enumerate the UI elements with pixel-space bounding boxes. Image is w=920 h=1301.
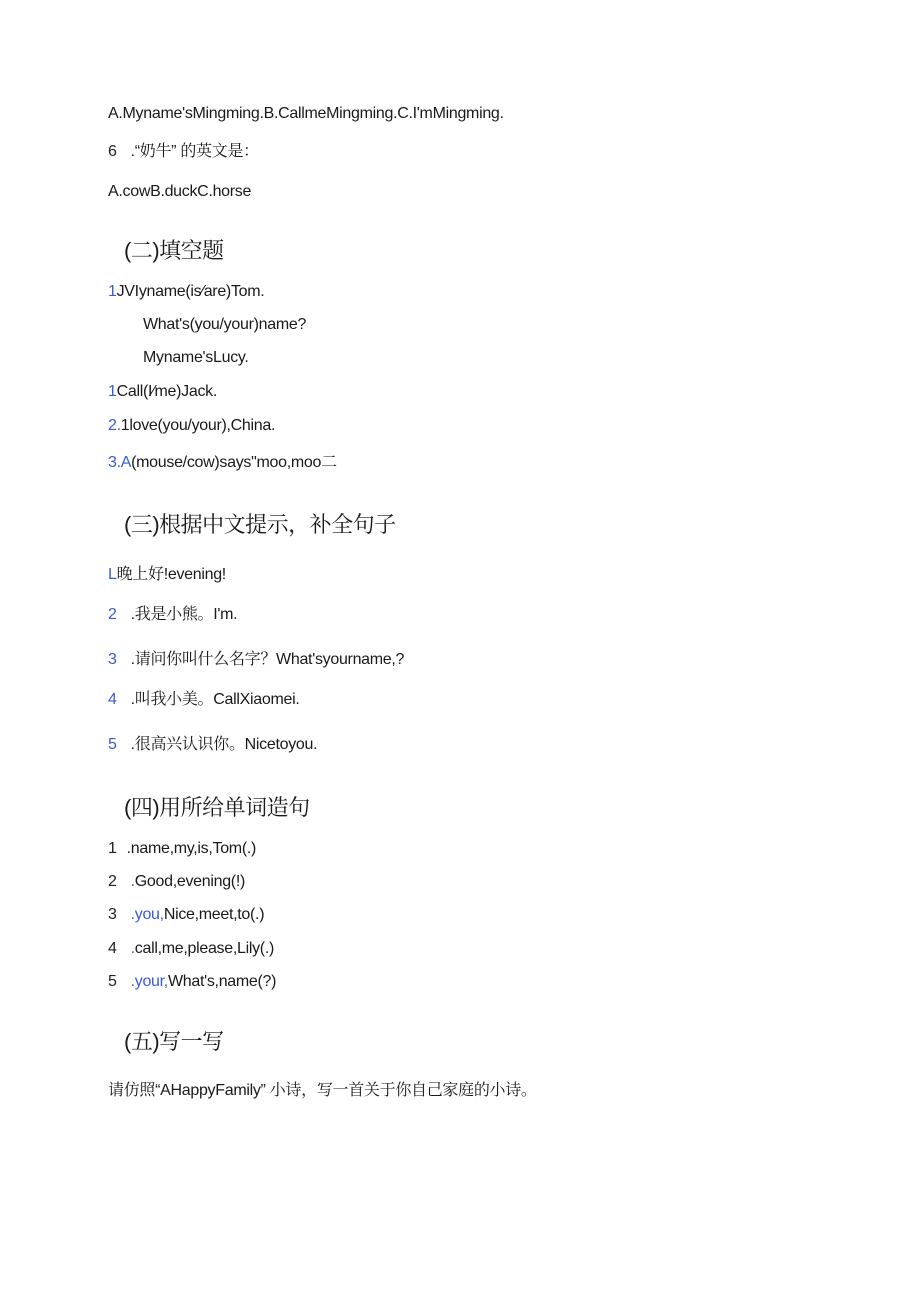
item-text: .name,my,is,Tom(.) [126, 840, 257, 857]
item-number: 3 [108, 651, 117, 668]
writing-instruction: 请仿照“AHappyFamily” 小诗，写一首关于你自己家庭的小诗。 [108, 1082, 537, 1099]
item-number: 1 [108, 283, 117, 300]
item-text: call,me,please,Lily(.) [134, 940, 274, 957]
item-number: 2 [108, 606, 117, 623]
fill-item [108, 382, 217, 402]
section-4-title: (四)用所给单词造句 [124, 795, 310, 820]
item-number: 4 [108, 940, 117, 957]
item-number: 3.A [108, 454, 132, 471]
sentence-item [108, 972, 276, 992]
fill-item [108, 416, 275, 436]
item-text: 1love(you/your),China. [120, 417, 276, 434]
translate-item [108, 650, 404, 670]
item-text: (mouse/cow)says"moo,moo二 [131, 454, 337, 471]
q5-options: A.Myname'sMingming.B.CallmeMingming.C.I'mMingming. [108, 105, 504, 122]
fill-item [108, 453, 337, 473]
item-text: .我是小熊。I'm. [130, 606, 238, 623]
item-text: .叫我小美。CallXiaomei. [130, 691, 300, 708]
question-text: .“奶牛” 的英文是： [130, 143, 259, 160]
sentence-item [108, 939, 274, 959]
item-number: 1 [108, 383, 117, 400]
item-text: .请问你叫什么名字？What'syourname,? [130, 651, 405, 668]
fill-item: What's(you/your)name? [143, 316, 307, 333]
fill-item [108, 282, 264, 302]
item-number: 3 [108, 906, 117, 923]
sentence-item [108, 905, 264, 925]
section-3-title: (三)根据中文提示，补全句子 [124, 512, 396, 537]
sentence-item [108, 872, 245, 892]
item-number: L [108, 566, 117, 583]
item-number: 1 [108, 840, 117, 857]
item-prefix: .your, [130, 973, 168, 990]
item-number: 5 [108, 736, 117, 753]
question-number: 6 [108, 143, 117, 160]
translate-item [108, 735, 317, 755]
item-prefix: . [130, 873, 135, 890]
item-number: 2. [108, 417, 121, 434]
item-number: 4 [108, 691, 117, 708]
fill-item: Myname'sLucy. [143, 349, 249, 366]
sentence-item [108, 839, 256, 859]
section-5-title: (五)写一写 [124, 1029, 224, 1054]
item-text: Nice,meet,to(.) [163, 906, 265, 923]
translate-item [108, 605, 237, 625]
item-text: What's,name(?) [167, 973, 277, 990]
item-text: JVIyname(is⁄are)Tom. [116, 283, 265, 300]
item-text: Call(I⁄me)Jack. [116, 383, 218, 400]
item-text: 晚上好!evening! [116, 566, 226, 583]
item-prefix: .you, [130, 906, 164, 923]
item-number: 5 [108, 973, 117, 990]
section-2-title: (二)填空题 [124, 238, 224, 263]
item-text: Good,evening(!) [134, 873, 246, 890]
q6-options: A.cowB.duckC.horse [108, 183, 252, 200]
translate-item [108, 565, 226, 585]
item-number: 2 [108, 873, 117, 890]
item-text: .很高兴认识你。Nicetoyou. [130, 736, 318, 753]
q6-question [108, 142, 259, 162]
item-prefix: . [130, 940, 135, 957]
translate-item [108, 690, 299, 710]
